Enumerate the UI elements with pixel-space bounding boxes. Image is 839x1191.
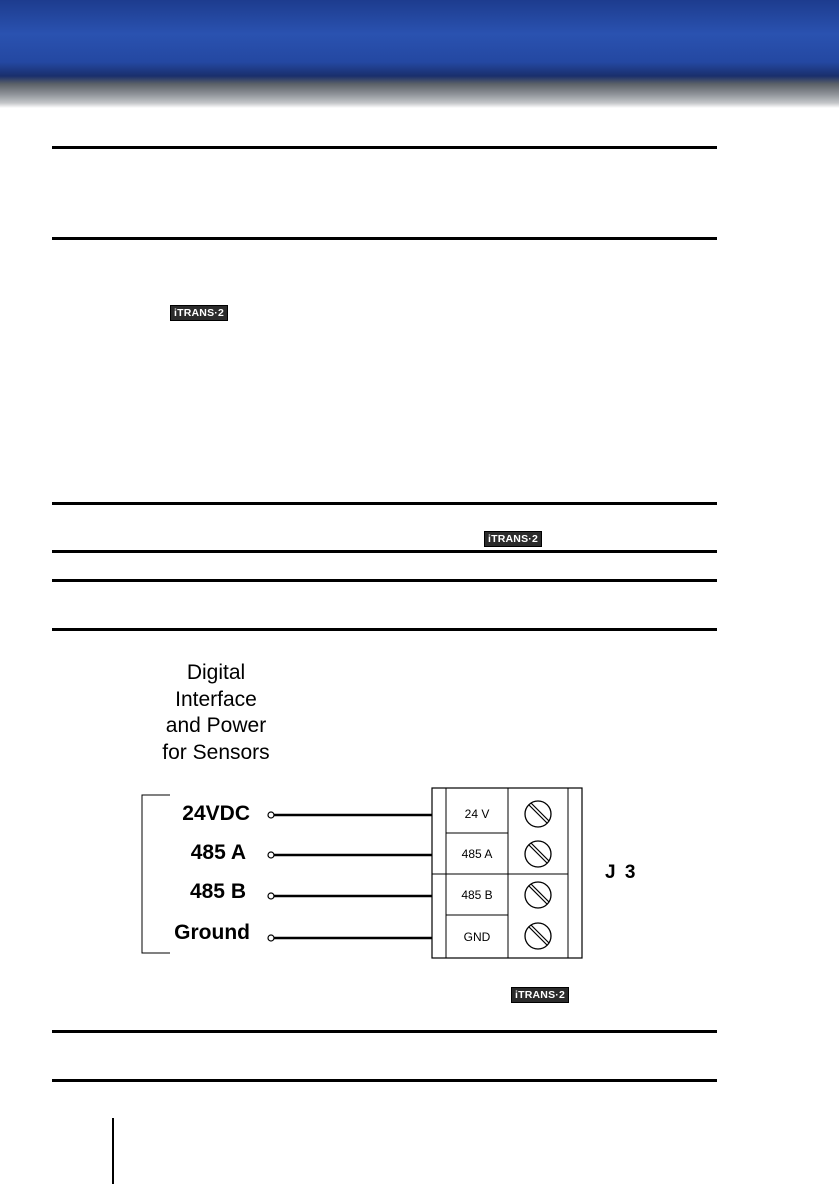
section-rule: [52, 628, 717, 631]
screw-icon: [525, 882, 551, 908]
itrans2-logo: iTRANS·2: [484, 531, 542, 547]
section-rule: [52, 1079, 717, 1082]
diagram-title-line: and Power: [165, 714, 267, 737]
itrans2-logo: iTRANS·2: [511, 987, 569, 1003]
pin-terminal: [268, 935, 274, 941]
section-rule: [52, 146, 717, 149]
terminal-label: 24 V: [464, 807, 490, 821]
itrans2-logo: iTRANS·2: [170, 305, 228, 321]
header-band: [0, 0, 839, 108]
terminal-label: 485 A: [461, 847, 493, 861]
terminal-label: 485 B: [461, 888, 493, 902]
pin-terminal: [268, 812, 274, 818]
section-rule: [52, 237, 717, 240]
diagram-title-line: Digital: [186, 661, 246, 684]
pin-label: Ground: [174, 921, 250, 944]
footer-rule: [112, 1118, 114, 1184]
section-rule: [52, 579, 717, 582]
pin-terminal: [268, 893, 274, 899]
terminal-label: GND: [463, 930, 491, 944]
pin-label: 485 B: [189, 880, 246, 903]
screw-icon: [525, 841, 551, 867]
section-rule: [52, 502, 717, 505]
section-rule: [52, 1030, 717, 1033]
diagram-title-line: for Sensors: [162, 740, 270, 764]
pin-label: 24VDC: [182, 802, 250, 825]
screw-icon: [525, 801, 551, 827]
wiring-diagram: [0, 640, 839, 1000]
section-rule: [52, 550, 717, 553]
screw-icon: [525, 923, 551, 949]
connector-label: J 3: [605, 862, 638, 883]
pin-terminal: [268, 852, 274, 858]
diagram-title-line: Interface: [175, 687, 257, 711]
pin-label: 485 A: [190, 841, 246, 864]
